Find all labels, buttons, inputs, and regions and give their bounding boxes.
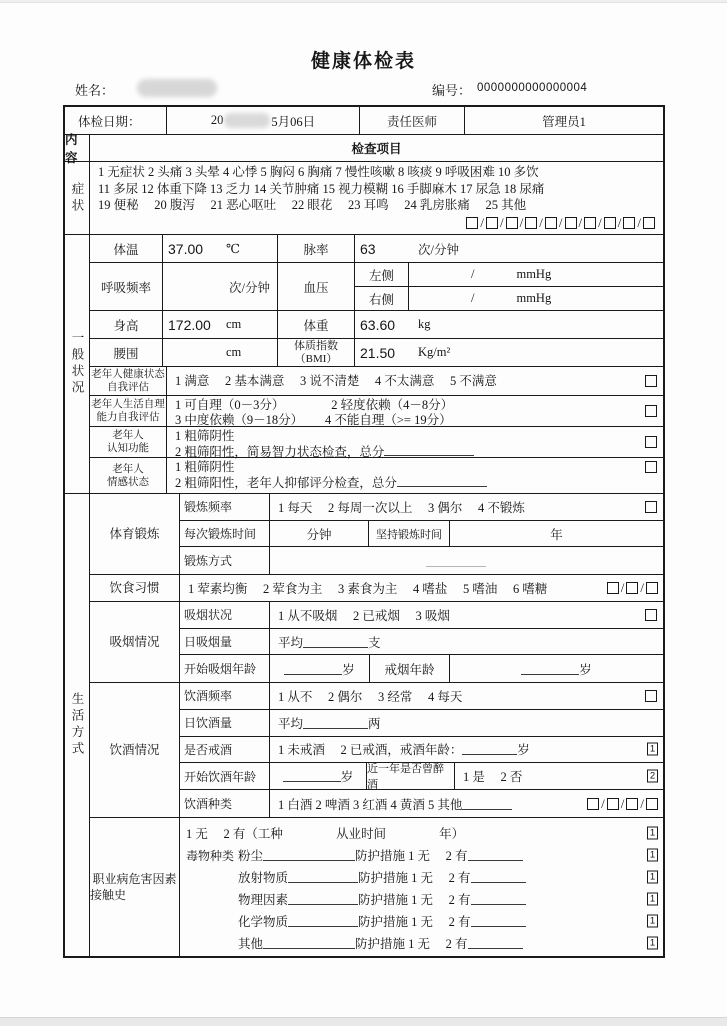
toxin-row-physical (186, 888, 663, 910)
toxin-name: 化学物质 (238, 915, 289, 929)
bp-right-value (409, 287, 663, 310)
symptoms-line-1: 1 无症状 2 头痛 3 头晕 4 心悸 5 胸闷 6 胸痛 7 慢性咳嗽 8 咳痰 9 呼吸困难 10 多饮 (98, 165, 539, 179)
value-box: 2 (647, 770, 658, 783)
drunk-last-year-options (455, 763, 663, 789)
bp-left-label: 左侧 (355, 263, 409, 286)
weight-value-cell (355, 311, 663, 338)
page-top-edge (0, 0, 727, 3)
box-separator: / (598, 214, 602, 230)
symptoms-checkbox-group (98, 215, 657, 231)
label-line: 老年人生活自理 (91, 399, 165, 410)
options-line (175, 475, 633, 491)
respiration-value-cell (163, 263, 278, 310)
elderly-health-options (167, 367, 663, 395)
resp-bp-row (90, 263, 663, 311)
drinking-frequency-options (270, 683, 663, 709)
elderly-emotion-options (167, 458, 663, 493)
blank-line (471, 871, 526, 883)
smoking-status-row (180, 602, 663, 629)
exam-date-prefix: 20 (210, 113, 224, 127)
symptoms-content (90, 162, 663, 234)
value-box: 1 (647, 893, 658, 906)
diet-row (90, 575, 663, 602)
blank-line (288, 871, 358, 883)
box-separator: / (601, 795, 605, 811)
lifestyle-section (65, 494, 663, 956)
toxin-row-chemical (186, 910, 663, 932)
blank-line (521, 663, 579, 675)
bp-right-label: 右侧 (355, 287, 409, 310)
value-box: 1 (647, 871, 658, 884)
exam-date-suffix: 5月06日 (271, 114, 316, 129)
pulse-value: 63 (360, 240, 376, 257)
protection-text: 防护措施 1 无 2 有 (358, 871, 471, 885)
health-exam-form-table (63, 105, 665, 958)
checkbox (584, 217, 596, 229)
checkbox (466, 217, 478, 229)
temp-pulse-row (90, 235, 663, 263)
checkbox (626, 798, 638, 810)
temperature-value: 37.00 (168, 240, 204, 257)
doctor-label: 责任医师 (360, 107, 465, 134)
exercise-time-label: 每次锻炼时间 (180, 521, 270, 547)
options-line: 1 粗筛阴性 (175, 460, 235, 474)
smoking-label: 吸烟情况 (90, 602, 180, 682)
number-value: 0000000000000004 (477, 82, 588, 94)
options-line: 3 中度依赖（9－18分） 4 不能自理（>= 19分） (175, 413, 452, 427)
smoking-start-age-label: 开始吸烟年龄 (180, 655, 270, 682)
bmi-label-line2: （BMI） (294, 352, 338, 365)
exam-date-value (167, 107, 360, 134)
drinking-frequency-label: 饮酒频率 (180, 683, 270, 709)
symptoms-boxes (466, 215, 655, 231)
pulse-value-cell (355, 235, 663, 262)
options-text: 1 荤素均衡 2 荤食为主 3 素食为主 4 嗜盐 5 嗜油 6 嗜糖 (188, 582, 548, 596)
elderly-health-label (90, 367, 167, 395)
drinking-daily-row (180, 710, 663, 737)
bp-left-slash: / (471, 267, 475, 281)
drinking-label: 饮酒情况 (90, 683, 180, 817)
bp-cells (355, 263, 663, 310)
exam-date-label: 体检日期： (65, 107, 167, 134)
occupational-group (90, 818, 663, 956)
blank-line (471, 915, 526, 927)
box-separator: / (620, 795, 625, 811)
content-header: 内容 (65, 135, 90, 161)
protection-text: 防护措施 1 无 2 有 (355, 849, 468, 863)
elderly-emotion-row (90, 458, 663, 493)
lifestyle-rail-label: 生活方式 (65, 494, 90, 956)
blank-line (384, 444, 474, 456)
page-bottom-edge (0, 1017, 727, 1026)
checkbox (607, 798, 619, 810)
bp-left-row (355, 263, 663, 287)
checkbox (506, 217, 518, 229)
check-items-header: 检查项目 (351, 142, 402, 156)
options-text: 1 是 2 否 (463, 770, 523, 785)
drinking-kind-row (180, 790, 663, 817)
label-line: 接触史 (90, 888, 127, 902)
elderly-cognition-label (90, 427, 167, 457)
options-text: 1 每天 2 每周一次以上 3 偶尔 4 不锻炼 (278, 500, 525, 515)
box-separator: / (640, 795, 644, 811)
drinking-quit-label: 是否戒酒 (180, 737, 270, 763)
toxin-row-radiation (186, 866, 663, 888)
label-line: 情感状态 (107, 476, 149, 488)
value-box: 1 (647, 743, 658, 756)
drinking-frequency-row (180, 683, 663, 710)
occupational-head-line (186, 822, 663, 844)
table-header-row (65, 133, 663, 165)
bmi-label-line1: 体质指数 (294, 339, 338, 352)
occupational-content (180, 818, 663, 956)
unit-text: 岁 (342, 662, 355, 677)
pulse-label: 脉率 (278, 235, 355, 262)
unit-text: 岁 (579, 662, 592, 677)
checkbox (545, 217, 557, 229)
protection-text: 防护措施 1 无 2 有 (358, 915, 471, 929)
unit-text: 两 (368, 716, 381, 731)
drinking-start-age-row (180, 763, 663, 790)
height-weight-row (90, 311, 663, 339)
elderly-selfcare-row (90, 396, 663, 427)
toxin-name: 粉尘 (238, 849, 264, 863)
smoking-age-row (180, 655, 663, 682)
toxin-name: 其他 (238, 937, 264, 951)
checkbox (645, 375, 657, 387)
label-line: 能力自我评估 (96, 412, 160, 423)
blank-line (426, 555, 486, 567)
exercise-way-label: 锻炼方式 (180, 547, 270, 574)
blank-line (303, 717, 368, 729)
average-text: 平均 (278, 716, 304, 731)
blank-line (284, 663, 342, 675)
label-line: 自我评估 (107, 382, 149, 393)
unit-text: 支 (368, 635, 381, 650)
drinking-kind-boxes (587, 796, 658, 812)
checkbox (645, 501, 657, 513)
checkbox (486, 217, 498, 229)
drinking-quit-options (270, 737, 663, 763)
unit-text: 岁 (517, 743, 530, 758)
label-line: 认知功能 (107, 443, 149, 454)
toxin-row-other (186, 932, 663, 954)
exercise-frequency-options (270, 494, 663, 520)
smoking-status-label: 吸烟状况 (180, 602, 270, 628)
drinking-kind-options (270, 790, 663, 817)
weight-value: 63.60 (360, 316, 396, 333)
pulse-unit: 次/分钟 (418, 242, 459, 257)
smoking-group (90, 602, 663, 683)
checkbox (646, 582, 658, 594)
elderly-health-row (90, 367, 663, 396)
blank-line (468, 937, 523, 949)
temperature-unit: ℃ (226, 241, 240, 256)
checkbox (587, 798, 599, 810)
bmi-label (278, 339, 355, 366)
form-title: 健康体检表 (310, 51, 416, 72)
label-line: 职业病危害因素 (92, 872, 177, 886)
checkbox (565, 217, 577, 229)
drinking-group (90, 683, 663, 818)
label-line: 老年人 (112, 430, 144, 441)
smoking-quit-age-value (450, 655, 663, 682)
checkbox (623, 217, 635, 229)
date-doctor-row (65, 107, 663, 135)
exercise-frequency-row (180, 494, 663, 521)
exercise-way-row (180, 547, 663, 574)
options-text: 1 从不 2 偶尔 3 经常 4 每天 (278, 689, 463, 704)
checkbox (525, 217, 537, 229)
options-text: 1 从不吸烟 2 已戒烟 3 吸烟 (278, 608, 450, 623)
height-value: 172.00 (168, 316, 211, 333)
name-number-row (75, 80, 665, 100)
checkbox (643, 217, 655, 229)
box-separator: / (500, 214, 504, 230)
height-unit: cm (226, 317, 242, 331)
bp-label: 血压 (278, 263, 355, 310)
blank-line (462, 798, 512, 810)
box-separator: / (620, 580, 625, 595)
doctor-value: 管理员1 (542, 114, 586, 129)
symptoms-section (65, 162, 663, 235)
options-text: 2 粗筛阳性，简易智力状态检查，总分 (175, 445, 385, 459)
checkbox (604, 217, 616, 229)
elderly-emotion-label (90, 458, 167, 493)
drinking-kind-label: 饮酒种类 (180, 790, 270, 817)
value-box: 1 (647, 849, 658, 862)
weight-unit: kg (418, 317, 431, 331)
box-separator: / (617, 214, 622, 230)
blank-line (288, 893, 358, 905)
drinking-start-age-label: 开始饮酒年龄 (180, 763, 270, 789)
box-separator: / (640, 580, 644, 595)
protection-text: 防护措施 1 无 2 有 (355, 937, 468, 951)
toxin-type-label: 毒物种类 (186, 848, 235, 863)
respiration-unit: 次/分钟 (229, 280, 270, 295)
waist-unit: cm (226, 345, 242, 359)
blank-line (468, 849, 523, 861)
protection-text: 防护措施 1 无 2 有 (358, 893, 471, 907)
elderly-selfcare-options (167, 396, 663, 426)
options-text: 1 白酒 2 啤酒 3 红酒 4 黄酒 5 其他 (278, 797, 463, 812)
box-separator: / (558, 214, 563, 230)
options-text: 1 无 2 有（工种 从业时间 年） (186, 827, 465, 841)
options-text: 2 粗筛阳性，老年人抑郁评分检查，总分 (175, 476, 397, 490)
exercise-persist-unit: 年 (550, 527, 563, 542)
bmi-value: 21.50 (360, 344, 396, 361)
blank-line (263, 937, 355, 949)
diet-options (180, 575, 663, 601)
average-text: 平均 (278, 635, 304, 650)
box-separator: / (480, 214, 484, 230)
smoking-daily-row (180, 629, 663, 656)
checkbox (645, 609, 657, 621)
checkbox (607, 582, 619, 594)
label-line: 老年人 (112, 463, 144, 475)
temperature-label: 体温 (90, 235, 163, 262)
bmi-value-cell (355, 339, 663, 366)
bp-left-unit: mmHg (516, 267, 552, 281)
options-text: 1 未戒酒 2 已戒酒，戒酒年龄： (278, 743, 463, 758)
exercise-time-row (180, 521, 663, 548)
drinking-daily-value (270, 710, 663, 736)
name-redaction-blur (137, 79, 217, 97)
waist-bmi-row (90, 339, 663, 367)
options-line: 1 可自理（0－3分） 2 轻度依赖（4－8分） (175, 398, 454, 412)
height-value-cell (163, 311, 278, 338)
temperature-value-cell (163, 235, 278, 262)
exercise-time-unit: 分钟 (270, 521, 369, 547)
unit-text: 岁 (340, 770, 354, 785)
exercise-label: 体育锻炼 (90, 494, 180, 574)
waist-label: 腰围 (90, 339, 163, 366)
waist-value-cell (163, 339, 278, 366)
name-label: 姓名： (75, 83, 115, 98)
blank-line (397, 475, 487, 487)
diet-label: 饮食习惯 (90, 575, 180, 601)
weight-label: 体重 (278, 311, 355, 338)
elderly-cognition-row (90, 427, 663, 458)
elderly-cognition-options (167, 427, 663, 457)
bp-right-slash: / (471, 291, 475, 305)
smoking-quit-age-label: 戒烟年龄 (370, 655, 450, 682)
occupational-label (90, 818, 180, 956)
symptoms-line-3: 19 便秘 20 腹泻 21 恶心呕吐 22 眼花 23 耳鸣 24 乳房胀痛 25 其他 (98, 198, 527, 212)
smoking-status-options (270, 602, 663, 628)
date-redaction-blur (224, 113, 270, 128)
checkbox (645, 405, 657, 417)
drinking-daily-label: 日饮酒量 (180, 710, 270, 736)
exercise-persist-label: 坚持锻炼时间 (369, 521, 450, 547)
number-label: 编号： (432, 83, 472, 98)
general-rail-label: 一般状况 (65, 235, 90, 493)
bp-right-unit: mmHg (516, 291, 552, 305)
box-separator: / (637, 214, 641, 230)
bp-right-row (355, 287, 663, 310)
options-line: 1 粗筛阴性 (175, 429, 235, 443)
blank-line (462, 743, 517, 755)
blank-line (263, 849, 355, 861)
box-separator: / (578, 214, 583, 230)
bp-left-value (409, 263, 663, 286)
exercise-frequency-label: 锻炼频率 (180, 494, 270, 520)
smoking-start-age-value (270, 655, 370, 682)
drunk-last-year-label: 近一年是否曾醉酒 (367, 763, 455, 789)
elderly-selfcare-label (90, 396, 167, 426)
checkbox (626, 582, 638, 594)
checkbox (645, 461, 657, 473)
box-separator: / (519, 214, 524, 230)
value-box: 1 (647, 915, 658, 928)
value-box: 1 (647, 937, 658, 950)
bmi-unit: Kg/m² (418, 345, 451, 359)
exercise-group (90, 494, 663, 575)
symptoms-line-2: 11 多尿 12 体重下降 13 乏力 14 关节肿痛 15 视力模糊 16 手脚麻木 17 尿急 18 尿痛 (98, 181, 545, 196)
value-box: 1 (647, 827, 658, 840)
symptoms-rail-label: 症状 (65, 162, 90, 234)
label-line: 老年人健康状态 (91, 369, 165, 380)
blank-line (303, 636, 368, 648)
box-separator: / (539, 214, 543, 230)
checkbox (645, 690, 657, 702)
toxin-name: 物理因素 (238, 893, 289, 907)
options-line: 1 满意 2 基本满意 3 说不清楚 4 不太满意 5 不满意 (175, 373, 497, 388)
height-label: 身高 (90, 311, 163, 338)
smoking-daily-label: 日吸烟量 (180, 629, 270, 655)
general-status-section (65, 235, 663, 494)
blank-line (283, 770, 341, 782)
checkbox (646, 798, 658, 810)
toxin-row-dust (186, 844, 663, 866)
toxin-name: 放射物质 (238, 871, 289, 885)
blank-line (471, 893, 526, 905)
drinking-quit-row (180, 737, 663, 764)
blank-line (288, 915, 358, 927)
exercise-way-value (270, 547, 663, 574)
smoking-daily-value (270, 629, 663, 655)
checkbox (645, 436, 657, 448)
diet-boxes (607, 580, 658, 596)
drinking-start-age-value (270, 763, 367, 789)
respiration-label: 呼吸频率 (90, 263, 163, 310)
